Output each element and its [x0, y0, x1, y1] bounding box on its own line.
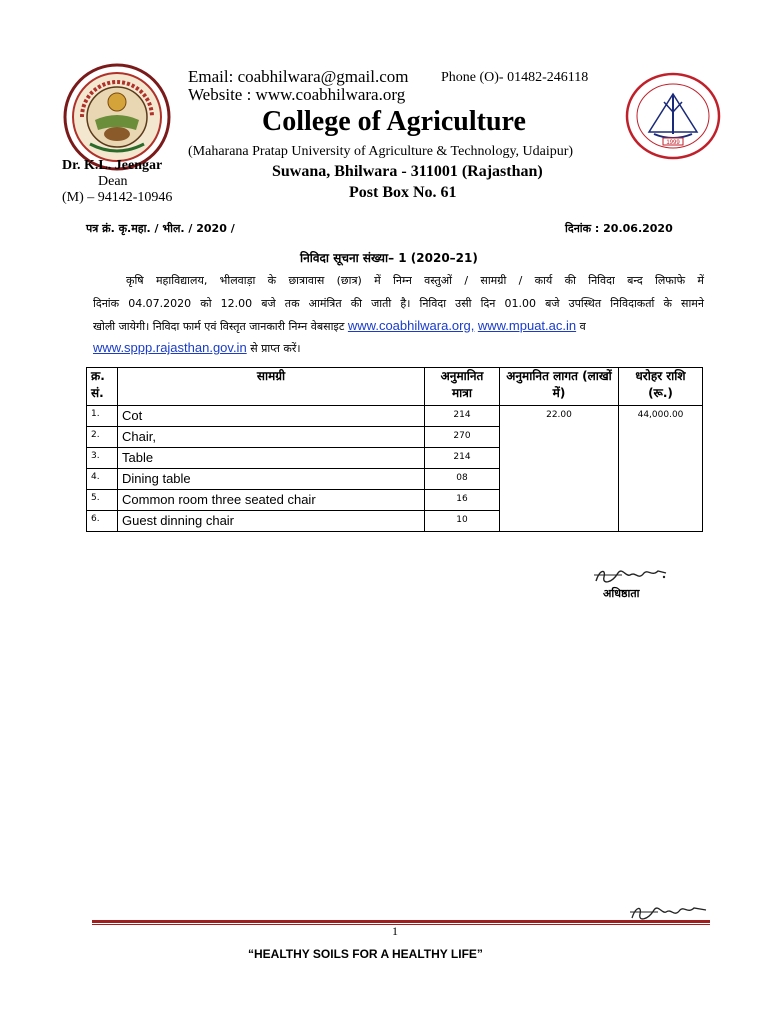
- university-name: (Maharana Pratap University of Agriculture & Technology, Udaipur): [188, 144, 574, 159]
- notice-line-4: [93, 339, 301, 357]
- designation: अधिष्ठाता: [603, 587, 640, 600]
- letter-date: दिनांक : 20.06.2020: [565, 222, 673, 235]
- logo-year: 1999: [666, 140, 680, 146]
- footer-divider: [92, 920, 710, 923]
- dean-mobile: (M) – 94142-10946: [62, 190, 173, 205]
- post-box: Post Box No. 61: [349, 184, 457, 201]
- conjunction: व: [579, 320, 586, 333]
- header-estimated-cost: अनुमानित लागत (लाखों में): [500, 368, 619, 406]
- row-quantity: 08: [425, 469, 500, 490]
- notice-line-4-text: से प्राप्त करें।: [250, 342, 301, 355]
- row-serial: 5.: [87, 490, 118, 511]
- link-mpuat[interactable]: www.mpuat.ac.in: [477, 318, 577, 333]
- row-item: Common room three seated chair: [118, 490, 425, 511]
- row-item: Table: [118, 448, 425, 469]
- row-serial: 2.: [87, 427, 118, 448]
- tender-items-table: [86, 367, 703, 532]
- header-serial: क्र. सं.: [87, 368, 118, 406]
- row-serial: 1.: [87, 406, 118, 427]
- row-item: Dining table: [118, 469, 425, 490]
- college-logo: [62, 62, 172, 172]
- footer-divider-thin: [92, 924, 710, 925]
- header-quantity: अनुमानित मात्रा: [425, 368, 500, 406]
- link-coabhilwara[interactable]: www.coabhilwara.org,: [347, 318, 475, 333]
- row-quantity: 10: [425, 511, 500, 532]
- row-serial: 6.: [87, 511, 118, 532]
- dean-title: Dean: [98, 174, 128, 189]
- link-sppp[interactable]: www.sppp.rajasthan.gov.in: [93, 340, 247, 355]
- row-quantity: 270: [425, 427, 500, 448]
- row-quantity: 16: [425, 490, 500, 511]
- notice-line-1: कृषि महाविद्यालय, भीलवाड़ा के छात्रावास (छात्र) में निम्न वस्तुओं / सामग्री / कार्य की निविदा बन्द लिफाफे में: [126, 274, 704, 287]
- tender-notice-title: निविदा सूचना संख्या– 1 (2020–21): [300, 251, 478, 265]
- row-quantity: 214: [425, 406, 500, 427]
- university-logo: [624, 72, 722, 160]
- row-serial: 3.: [87, 448, 118, 469]
- row-item: Cot: [118, 406, 425, 427]
- row-quantity: 214: [425, 448, 500, 469]
- page-number: 1: [392, 924, 398, 938]
- notice-line-3: [93, 317, 704, 335]
- table-row: [87, 406, 703, 427]
- website: Website : www.coabhilwara.org: [188, 85, 406, 104]
- notice-line-2: दिनांक 04.07.2020 को 12.00 बजे तक आमंत्रित की जाती है। निविदा उसी दिन 01.00 बजे उपस्थित निविदाकर्ता के सामने: [93, 297, 704, 310]
- email: Email: coabhilwara@gmail.com: [188, 67, 409, 86]
- header-item: सामग्री: [118, 368, 425, 406]
- dean-name: Dr. K.L. Jeengar: [62, 158, 163, 173]
- row-serial: 4.: [87, 469, 118, 490]
- footer-motto: “HEALTHY SOILS FOR A HEALTHY LIFE”: [248, 947, 483, 961]
- reference-number: पत्र क्रं. कृ.महा. / भील. / 2020 /: [86, 222, 235, 235]
- row-item: Guest dinning chair: [118, 511, 425, 532]
- notice-line-3-text: खोली जायेगी। निविदा फार्म एवं विस्तृत जानकारी निम्न वेबसाइट: [93, 320, 345, 333]
- table-header-row: [87, 368, 703, 406]
- header-earnest-money: धरोहर राशि (रू.): [619, 368, 703, 406]
- earnest-money: 44,000.00: [619, 406, 703, 532]
- row-item: Chair,: [118, 427, 425, 448]
- college-name: College of Agriculture: [262, 106, 526, 137]
- estimated-cost: 22.00: [500, 406, 619, 532]
- phone: Phone (O)- 01482-246118: [441, 70, 589, 85]
- address: Suwana, Bhilwara - 311001 (Rajasthan): [272, 163, 543, 180]
